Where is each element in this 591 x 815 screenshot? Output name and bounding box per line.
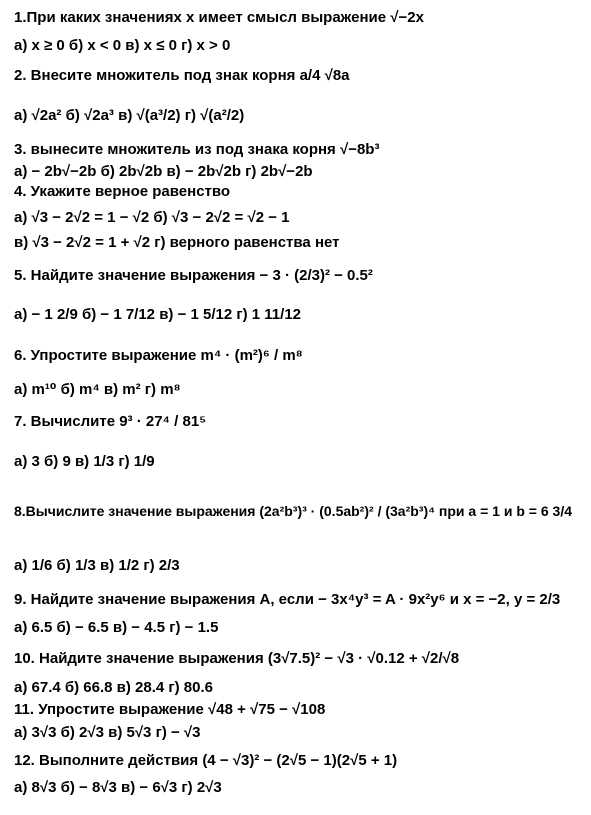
answers-7: а) 3 б) 9 в) 1/3 г) 1/9 [14, 453, 155, 470]
question-7: 7. Вычислите 9³ · 27⁴ / 81⁵ [14, 413, 207, 430]
answers-12: а) 8√3 б) − 8√3 в) − 6√3 г) 2√3 [14, 779, 222, 796]
question-5: 5. Найдите значение выражения − 3 · (2/3)² − 0.5² [14, 267, 373, 284]
answers-1: а) x ≥ 0 б) x < 0 в) x ≤ 0 г) x > 0 [14, 37, 231, 54]
question-2: 2. Внесите множитель под знак корня a/4 √8a [14, 67, 350, 84]
question-10: 10. Найдите значение выражения (3√7.5)² − √3 · √0.12 + √2/√8 [14, 650, 460, 667]
answers-4-ab: а) √3 − 2√2 = 1 − √2 б) √3 − 2√2 = √2 − 1 [14, 209, 290, 226]
answers-2: а) √2a² б) √2a³ в) √(a³/2) г) √(a²/2) [14, 107, 245, 124]
answers-10: а) 67.4 б) 66.8 в) 28.4 г) 80.6 [14, 679, 214, 696]
question-1: 1.При каких значениях x имеет смысл выражение √−2x [14, 9, 424, 26]
question-4: 4. Укажите верное равенство [14, 183, 231, 200]
answers-6: а) m¹⁰ б) m⁴ в) m² г) m⁸ [14, 381, 181, 398]
answers-8: а) 1/6 б) 1/3 в) 1/2 г) 2/3 [14, 557, 180, 574]
question-6: 6. Упростите выражение m⁴ · (m²)⁶ / m⁸ [14, 347, 303, 364]
question-3: 3. вынесите множитель из под знака корня √−8b³ [14, 141, 380, 158]
question-12: 12. Выполните действия (4 − √3)² − (2√5 − 1)(2√5 + 1) [14, 752, 398, 769]
question-11: 11. Упростите выражение √48 + √75 − √108 [14, 701, 326, 718]
question-8: 8.Вычислите значение выражения (2a²b³)³ · (0.5ab²)² / (3a²b³)⁴ при a = 1 и b = 6 3/4 [14, 503, 572, 519]
answers-3: а) − 2b√−2b б) 2b√2b в) − 2b√2b г) 2b√−2b [14, 163, 313, 180]
answers-4-vg: в) √3 − 2√2 = 1 + √2 г) верного равенства нет [14, 234, 340, 251]
answers-9: а) 6.5 б) − 6.5 в) − 4.5 г) − 1.5 [14, 619, 219, 636]
answers-5: а) − 1 2/9 б) − 1 7/12 в) − 1 5/12 г) 1 11/12 [14, 306, 301, 323]
answers-11: а) 3√3 б) 2√3 в) 5√3 г) − √3 [14, 724, 201, 741]
question-9: 9. Найдите значение выражения А, если − 3x⁴y³ = A · 9x²y⁶ и x = −2, y = 2/3 [14, 591, 561, 608]
